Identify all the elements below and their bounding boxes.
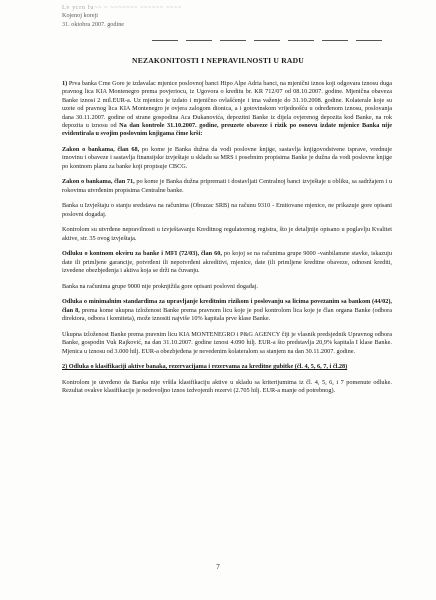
paragraph (62, 298, 392, 323)
paragraph (62, 178, 392, 195)
paragraph-text: po kome je Banka dužna pripremati i dostavljati Centralnoj banci izvještaje u obliku, sa sadržajem i u rokovima utvrđenim propisima Centralne banke. (62, 178, 393, 194)
paragraph-text: po kome je Banka dužna da vodi poslovne knjige, sastavlja knjigovodstvene isprave, vrednuje imovinu i obaveze i sastavlja finansijske izvještaje u skladu sa MRS i posebnim propisima Banke je dužna da vodi poslovne knjige po kontnom planu za banke koji propisuje CBCG. (62, 146, 392, 170)
paragraph-text: Banka na računima grupe 9000 nije proknjižila gore opisani poslovni događaj. (62, 282, 258, 290)
document-header (62, 4, 402, 29)
paragraph (62, 80, 392, 139)
paragraph-text: Kontrolom su utvrđene nepravilnosti u izvještavanju Kreditnog regulatornog registra, što je detaljnije opisano u poglavlju Kvalitet aktive, str. 35 ovog izvještaja. (62, 226, 392, 242)
header-rule (152, 40, 178, 41)
header-rule (254, 40, 280, 41)
header-rule (356, 40, 382, 41)
header-rule (288, 40, 314, 41)
header-line-3: 31. oktobra 2007. godine (62, 20, 125, 28)
paragraph-lead: 1) (62, 80, 68, 87)
paragraph-text: Kontrolom je utvrđeno da Banka nije vršila klasifikaciju aktive u skladu sa kriterijumima iz čl. 4, 5, 6, i 7 pomenute odluke. Rezultat ovakve klasifikacije je nedovoljno iznos izdvojenih rezervi (2.705 hilj. EUR-a manje od potrebnog). (62, 378, 392, 395)
paragraph-emphasis: Na dan kontrole 31.10.2007. godine, preuzete obaveze i rizik po osnovu izdate mjenice Banka nije evidentirala u svojim poslovnim knjigama čime krši: (62, 122, 392, 138)
paragraph-text: po kojoj se na računima grupe 9000 -vanbilansne stavke, iskazuju date ili primljene garancije, potvrđeni ili nepotvrđeni akreditivi, mjenice, date (ili primljene kreditne obaveze, odnosni krediti, izvedene obezbjeđenja i aktiva koja se drži na čuvanju. (62, 250, 392, 275)
section-heading-text: 2) Odluka o klasifikaciji aktive banaka, rezervacijama i rezervama za kreditne gubitke (čl. 4, 5, 6, 7, i čl.28) (62, 363, 348, 371)
paragraph (62, 250, 392, 275)
section-heading (62, 363, 392, 371)
page-number: 7 (216, 563, 220, 571)
paragraph-lead: Odluku o kontnom okviru za banke i MFI (72/03), član 60, (62, 250, 222, 258)
paragraph-text: Banka u Izvještaju o stanju sredstava na računima (Obrazac SRB) na računu 9310 - Emitovane mjenice, ne prikazuje gore opisani poslovni događaj. (62, 202, 392, 218)
paragraph-text: Prva banka Crne Gore je izdavalac mjenice poslovnoj banci Hipo Alpe Adria banci, na mjenični iznos koji odgovara iznosu duga pravnog lica KIA Montenegro prema povjeriocu, iz Ugovora o kreditu br. KR 712/07 od 08.10.2007. godine. Mjenična obaveza Banke iznosi 2 mil.EUR-a. Uz mjenicu je izdato i mjenično ovlašćenje i ima važenje do 31.10.2008. godine. Kolaterale koje su uzete od pravnog lica KIA Montenegro je ovjera zalogom dionica, a i gotovinskom vrijednošću u određenom iznosu, poslovanja dana 30.11.2007. godine od strane gospodina Aca Đukanovića, depozitni Banke iz dijela ovjerenog depozita kod Banke, na rok depozita u iznosu od (62, 80, 392, 130)
header-line-2: Kojenoj koreji (62, 12, 98, 20)
paragraph (62, 331, 392, 356)
paragraph-lead: Zakon o bankama, član 68, (62, 146, 140, 154)
section-title: NEZAKONITOSTI I NEPRAVILNOSTI U RADU (132, 56, 304, 65)
paragraph-lead: Odluka o minimalnim standardima za upravljanje kreditnim rizikom i poslovanju sa licima povezanim sa bankom (44/02), član 8, (62, 298, 392, 314)
header-rule (186, 40, 212, 41)
header-rule (322, 40, 348, 41)
paragraph-lead: Zakon o bankama, član 71, (62, 178, 135, 186)
paragraph-text: Ukupna izloženost Banke prema pravnim licu KIA MONTENEGRO i P&G AGENCY čiji je vlasnik predsjednik Upravnog odbora Banke, gospodin Vuk Rajković, na dan 31.10.2007. godine iznosi 4.090 hilj. EUR-a što predstavlja 20,9% kapitala I klase Banke. Mjenica u iznosu od 3.000 hilj. EUR-a obezbjeđena je nevedenim kolateralom sa stanjem na dan 30.11.2007. godine. (62, 330, 392, 355)
header-line-1: Lv ycrn fu~~ ~ ~~~~~~~ ~~~~~~ ~~~~ (62, 4, 182, 11)
paragraph-text: prema kome ukupna izloženost Banke prema pravnom licu koje je pod kontrolom lica koje je član organa Banke (odbora direktora, odbora i komiteta), može iznositi najviše 10% kapitala prve klase Banke. (62, 306, 392, 323)
paragraph (62, 379, 392, 396)
document-body (62, 80, 392, 403)
paragraph (62, 202, 392, 219)
paragraph (62, 146, 392, 171)
paragraph (62, 226, 392, 243)
paragraph (62, 283, 392, 291)
header-rule (220, 40, 246, 41)
